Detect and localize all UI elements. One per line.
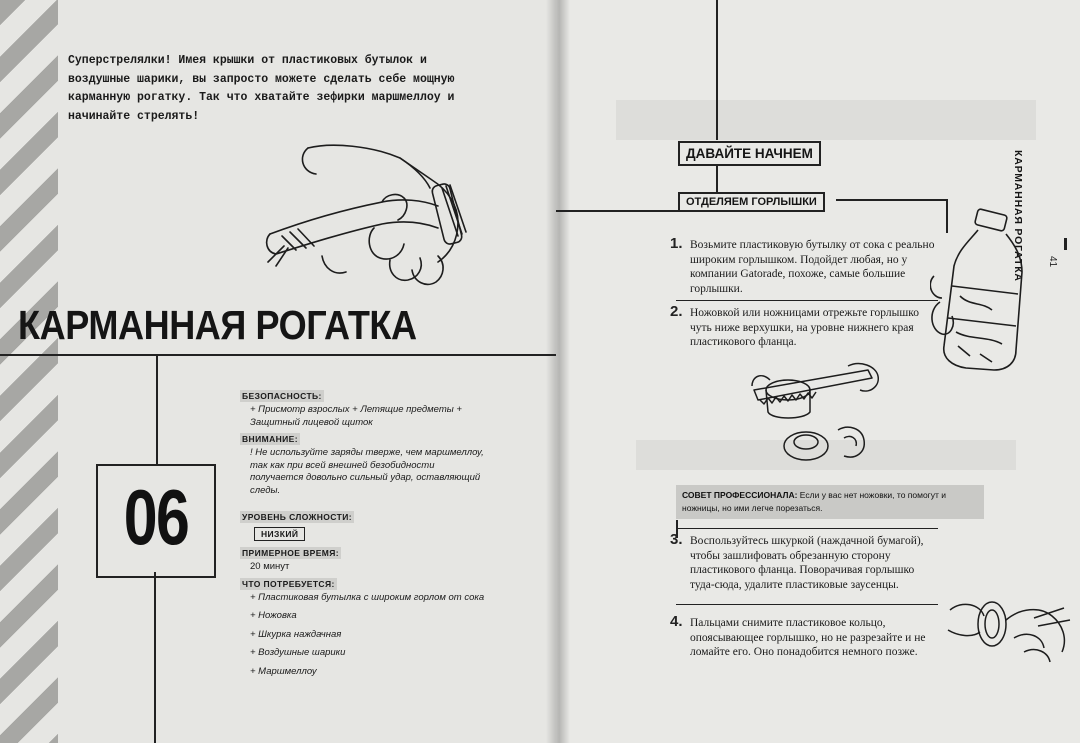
bottle-illustration [930,206,1030,376]
step-text: Воспользуйтесь шкуркой (наждачной бумагой), чтобы зашлифовать обрезанную сторону пластикового фланца. Поворачивая горлышко туда-сюда, удалите пластиковые заусенцы. [690,535,924,591]
needs-item: + Ножовка [250,610,297,621]
pro-tip-label: СОВЕТ ПРОФЕССИОНАЛА: [682,490,798,500]
pro-tip [676,485,984,519]
hand-slingshot-illustration [262,136,474,306]
step-text: Пальцами снимите пластиковое кольцо, опоясывающее горлышко, но не разрезайте и не ломайте его. Оно понадобится немного позже. [690,617,926,658]
page-number: 41 [1047,256,1058,268]
time-label: ПРИМЕРНОЕ ВРЕМЯ: [242,548,339,558]
needs-item: + Пластиковая бутылка с широким горлом от сока [250,591,485,603]
step-text: Возьмите пластиковую бутылку от сока с реально широким горлышком. Подойдет любая, но у компании Gatorade, похоже, самые большие горлышки. [690,239,935,295]
rule-line [154,572,156,743]
needs-item: + Маршмеллоу [250,665,317,677]
lets-start-tag: ДАВАЙТЕ НАЧНЕМ [678,141,821,166]
pro-tip-text: Если у вас нет ножовки, то помогут и ножницы, но ими легче порезаться. [682,490,947,513]
step-number: 1. [670,235,683,252]
step-1 [670,235,938,296]
chapter-number-box [96,464,216,578]
chapter-number: 06 [123,473,189,561]
warning-text: ! Не используйте заряды тверже, чем маршмеллоу, так как при всей внешней безобидности получается довольно сильный удар, оставляющий следы. [250,447,484,496]
step-divider [676,300,938,301]
page-title: КАРМАННАЯ РОГАТКА [18,302,417,348]
needs-label: ЧТО ПОТРЕБУЕТСЯ: [242,578,335,589]
needs-item: + Воздушные шарики [250,647,346,658]
step-divider [676,604,938,605]
hazard-stripes [0,0,58,743]
difficulty-value: НИЗКИЙ [254,527,305,541]
section-tag: ОТДЕЛЯЕМ ГОРЛЫШКИ [678,192,825,212]
project-info [240,390,490,678]
bleed-through [616,100,1036,140]
rule-line [836,199,946,201]
saw-cutting-illustration [748,360,884,470]
rule-line [716,162,718,192]
running-title: КАРМАННАЯ РОГАТКА [1012,150,1024,282]
step-number: 3. [670,531,683,548]
book-gutter [546,0,570,743]
step-3 [670,531,934,592]
needs-item: + Шкурка наждачная [250,628,342,640]
step-text: Ножовкой или ножницами отрежьте горлышко чуть ниже верхушки, на уровне нижнего края пластикового фланца. [690,307,919,348]
difficulty-label: УРОВЕНЬ СЛОЖНОСТИ: [242,512,352,522]
time-value: 20 минут [250,561,290,572]
running-title-mark [1064,238,1067,250]
intro-text: Суперстрелялки! Имея крышки от пластиковых бутылок и воздушные шарики, вы запросто можете сделать себе мощную карманную рогатку. Так что хватайте зефирки маршмеллоу и начинайте стрелять! [68,54,455,123]
step-number: 4. [670,613,683,630]
hands-ring-illustration [944,590,1074,670]
step-divider [676,528,938,529]
warning-label: ВНИМАНИЕ: [242,434,298,444]
safety-label: БЕЗОПАСНОСТЬ: [242,391,322,401]
step-4 [670,613,942,660]
safety-text: + Присмотр взрослых + Летящие предметы + Защитный лицевой щиток [250,404,462,428]
rule-line [156,354,158,466]
step-2 [670,303,922,350]
rule-line [716,0,718,140]
step-number: 2. [670,303,683,320]
rule-line [0,354,556,356]
